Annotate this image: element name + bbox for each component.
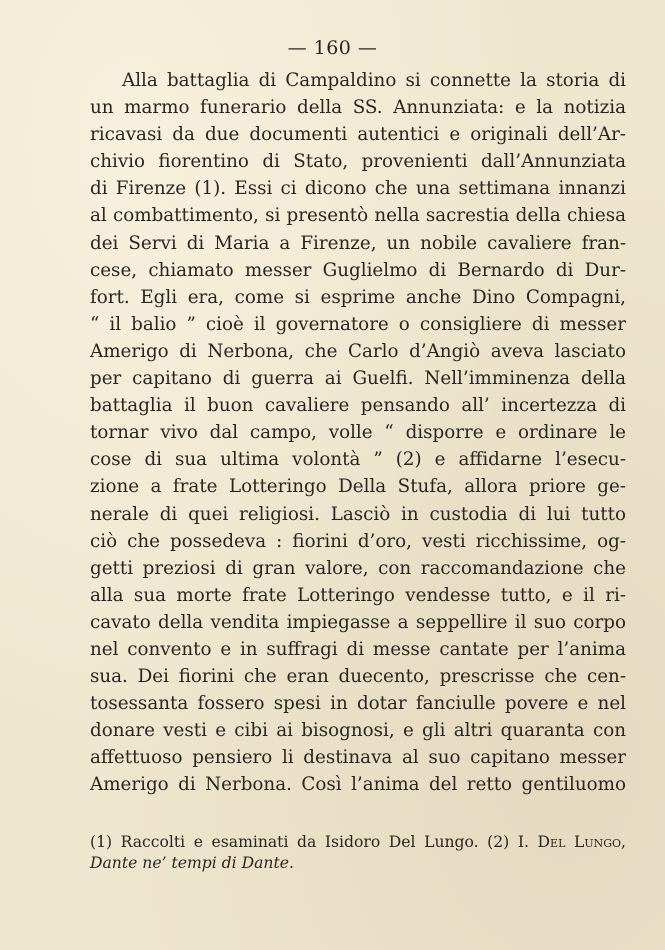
footnote-2-marker: (2) I. [487,833,529,851]
footnotes [90,832,626,874]
text-line: ricavasi da due documenti autentici e originali dell’Ar- [90,124,626,146]
text-line: un marmo funerario della SS. Annunziata: e la notizia [90,97,626,119]
text-line: cavato della vendita impiegasse a seppellire il suo corpo [90,611,626,633]
footnote-2-author: Del Lungo, [537,833,626,851]
text-line: chivio fiorentino di Stato, provenienti dall’Annunziata [90,151,626,173]
text-line: per capitano di guerra ai Guelfi. Nell’imminenza della [90,368,626,390]
footnote-line [90,832,626,853]
text-line: tosessanta fossero spesi in dotar fanciulle povere e nel [90,693,626,715]
text-line: nel convento e in suffragi di messe cantate per l’anima [90,638,626,660]
text-line: affettuoso pensiero li destinava al suo capitano messer [90,747,626,769]
text-line: getti preziosi di gran valore, con raccomandazione che [90,557,626,579]
footnote-1: (1) Raccolti e esaminati da Isidoro Del Lungo. [90,833,479,851]
text-line: tornar vivo dal campo, volle “ disporre e ordinare le [90,422,626,444]
text-line: di Firenze (1). Essi ci dicono che una settimana innanzi [90,178,626,200]
text-line: zione a frate Lotteringo Della Stufa, allora priore ge- [90,476,626,498]
text-line: donare vesti e cibi ai bisognosi, e gli altri quaranta con [90,720,626,742]
footnote-2-title: Dante ne’ tempi di Dante. [90,854,294,872]
footnote-line [90,853,626,874]
text-line: cese, chiamato messer Guglielmo di Bernardo di Dur- [90,259,626,281]
text-line: sua. Dei fiorini che eran duecento, prescrisse che cen- [90,666,626,688]
text-line: cose di sua ultima volontà ” (2) e affidarne l’esecu- [90,449,626,471]
text-line: ciò che possedeva : fiorini d’oro, vesti ricchissime, og- [90,530,626,552]
body-text [90,67,626,799]
text-line: dei Servi di Maria a Firenze, un nobile cavaliere fran- [90,232,626,254]
page-number: — 160 — [287,37,378,59]
text-line: battaglia il buon cavaliere pensando all’ incertezza di [90,395,626,417]
text-line: Amerigo di Nerbona. Così l’anima del retto gentiluomo [90,774,626,796]
text-line: Amerigo di Nerbona, che Carlo d’Angiò aveva lasciato [90,340,626,362]
text-line: Alla battaglia di Campaldino si connette la storia di [122,70,626,91]
text-line: al combattimento, si presentò nella sacrestia della chiesa [90,205,626,227]
text-line: nerale di quei religiosi. Lasciò in custodia di lui tutto [90,503,626,525]
text-line: fort. Egli era, come si esprime anche Dino Compagni, [90,286,626,308]
text-line: “ il balio ” cioè il governatore o consigliere di messer [90,313,626,335]
text-line: alla sua morte frate Lotteringo vendesse tutto, e il ri- [90,584,626,606]
